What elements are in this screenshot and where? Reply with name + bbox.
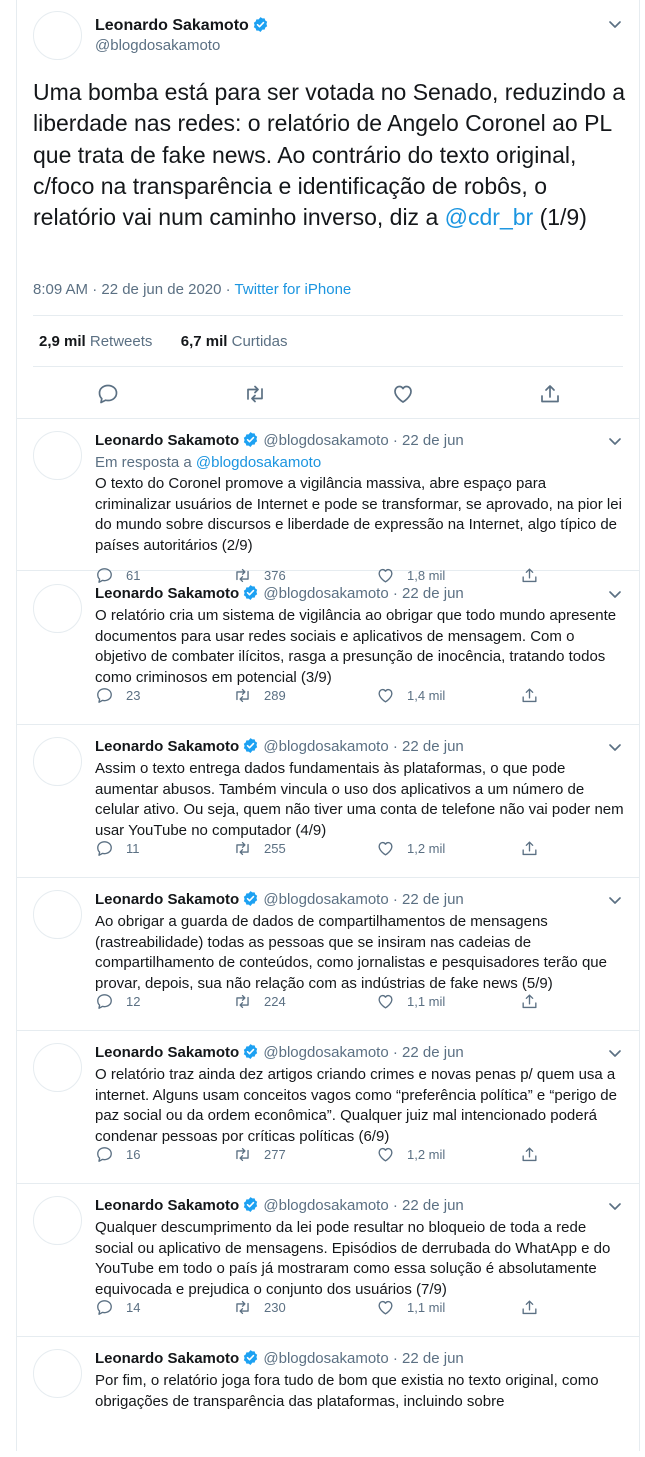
tweet-text: Assim o texto entrega dados fundamentais às plataformas, o que pode aumentar abusos. Também vincula o uso dos aplicativos a um número de celular ativo. Ou seja, quem não tiver uma conta de telefone não vai poder nem usar YouTube no computador (4/9) (95, 760, 624, 839)
reply-icon (95, 839, 114, 858)
author-name-line (95, 16, 269, 35)
reply-to-handle-link[interactable]: @blogdosakamoto (195, 454, 322, 471)
tweet-date[interactable]: 22 de jun (402, 1044, 464, 1061)
author-handle[interactable]: @blogdosakamoto (263, 891, 389, 908)
tweet-text: O relatório cria um sistema de vigilância ao obrigar que todo mundo apresente documentos para usar redes sociais e aplicativos de mensagem. Com o objetivo de combater ilícitos, rasga a presunção de inocência, tratando todos como criminosos em potencial (3/9) (95, 607, 617, 686)
share-icon (520, 1145, 539, 1164)
reply-context (95, 453, 625, 474)
retweets-stat[interactable] (39, 333, 152, 350)
retweet-icon (233, 839, 252, 858)
avatar[interactable] (33, 1043, 82, 1092)
avatar[interactable] (33, 737, 82, 786)
retweet-action[interactable] (233, 838, 286, 858)
like-action[interactable] (376, 1297, 445, 1317)
author-handle[interactable]: @blogdosakamoto (95, 37, 221, 54)
reply-icon (95, 1145, 114, 1164)
like-icon (376, 686, 395, 705)
author-name[interactable]: Leonardo Sakamoto (95, 1197, 240, 1214)
retweets-label: Retweets (89, 333, 153, 350)
author-handle[interactable]: @blogdosakamoto (263, 738, 389, 755)
share-icon (520, 1298, 539, 1317)
reply-tweet[interactable] (17, 878, 639, 1031)
reply-icon (95, 992, 114, 1011)
tweet-actions (95, 685, 625, 705)
tweet-text-suffix: (1/9) (533, 204, 587, 231)
reply-icon (95, 1298, 114, 1317)
reply-icon[interactable] (96, 382, 120, 406)
author-name[interactable]: Leonardo Sakamoto (95, 1350, 240, 1367)
verified-badge-icon (242, 1043, 259, 1060)
divider (33, 315, 623, 316)
tweet-source-link[interactable]: Twitter for iPhone (234, 281, 352, 298)
reply-action[interactable] (95, 685, 140, 705)
share-action[interactable] (520, 1297, 551, 1317)
reply-tweet[interactable] (17, 1184, 639, 1337)
reply-count: 11 (126, 840, 140, 856)
retweet-count: 376 (264, 567, 286, 583)
reply-icon (95, 686, 114, 705)
reply-action[interactable] (95, 991, 140, 1011)
like-count: 1,1 mil (407, 1299, 446, 1315)
tweet-date[interactable]: 22 de jun (402, 738, 464, 755)
tweet-date[interactable]: 22 de jun (402, 585, 464, 602)
reply-header: Leonardo Sakamoto @blogdosakamoto · 22 de jun (95, 1197, 464, 1214)
like-action[interactable] (376, 991, 445, 1011)
retweet-icon[interactable] (243, 382, 267, 406)
like-icon (376, 1145, 395, 1164)
tweet-actions (95, 838, 625, 858)
reply-header: Leonardo Sakamoto @blogdosakamoto · 22 de jun (95, 738, 464, 755)
reply-action[interactable] (95, 1144, 140, 1164)
retweet-count: 255 (264, 840, 286, 856)
author-name[interactable]: Leonardo Sakamoto (95, 1044, 240, 1061)
share-icon (520, 992, 539, 1011)
verified-badge-icon (242, 737, 259, 754)
tweet-date[interactable]: 22 de jun (402, 1350, 464, 1367)
retweet-action[interactable] (233, 991, 286, 1011)
retweet-count: 230 (264, 1299, 286, 1315)
like-action[interactable] (376, 1144, 445, 1164)
mention-link[interactable]: @cdr_br (444, 204, 534, 231)
likes-label: Curtidas (231, 333, 288, 350)
reply-context-label: Em resposta a (95, 454, 196, 471)
reply-header: Leonardo Sakamoto @blogdosakamoto · 22 de jun (95, 891, 464, 908)
reply-count: 61 (126, 567, 141, 583)
reply-count: 16 (126, 1146, 141, 1162)
share-icon (520, 686, 539, 705)
like-icon (376, 839, 395, 858)
author-handle[interactable]: @blogdosakamoto (263, 1197, 389, 1214)
likes-stat[interactable] (181, 333, 288, 350)
chevron-down-icon[interactable] (607, 1045, 623, 1061)
verified-badge-icon (242, 1196, 259, 1213)
like-icon (376, 992, 395, 1011)
tweet-timestamp[interactable]: 8:09 AM · 22 de jun de 2020 · (33, 281, 235, 298)
tweet-actions (95, 991, 625, 1011)
reply-tweet[interactable] (17, 1031, 639, 1184)
verified-badge-icon (242, 431, 259, 448)
retweet-icon (233, 686, 252, 705)
reply-action[interactable] (95, 838, 140, 858)
likes-count: 6,7 mil (180, 333, 228, 350)
timeline-column (16, 0, 640, 1451)
reply-count: 23 (126, 687, 141, 703)
author-name[interactable]: Leonardo Sakamoto (95, 738, 240, 755)
reply-tweet[interactable] (17, 419, 639, 583)
like-action[interactable] (376, 838, 445, 858)
share-action[interactable] (520, 838, 551, 858)
tweet-text: Por fim, o relatório joga fora tudo de bom que existia no texto original, como obrigações de transparência das plataformas, incluindo sobre (95, 1372, 599, 1410)
tweet-actions (95, 1297, 625, 1317)
verified-badge-icon (252, 16, 269, 33)
retweet-icon (233, 1145, 252, 1164)
like-icon (376, 1298, 395, 1317)
author-handle[interactable]: @blogdosakamoto (263, 432, 389, 449)
chevron-down-icon[interactable] (607, 1198, 623, 1214)
main-tweet (17, 0, 639, 419)
chevron-down-icon[interactable] (607, 892, 623, 908)
like-icon[interactable] (391, 382, 415, 406)
retweet-action[interactable] (233, 1297, 286, 1317)
chevron-down-icon[interactable] (607, 16, 623, 32)
divider (33, 366, 623, 367)
retweet-count: 224 (264, 993, 286, 1009)
chevron-down-icon[interactable] (607, 586, 623, 602)
tweet-text: Qualquer descumprimento da lei pode resultar no bloqueio de toda a rede social ou aplicativo de mensagens. Episódios de derrubada do WhatApp e do YouTube em todo o país já mostraram como essa solução é absolutamente equivocada e prejudica o conjunto dos usuários (7/9) (95, 1219, 611, 1298)
retweet-count: 289 (264, 687, 286, 703)
reply-tweet[interactable] (17, 1337, 639, 1457)
avatar[interactable] (33, 1349, 82, 1398)
tweet-text (33, 77, 633, 233)
reply-header: Leonardo Sakamoto @blogdosakamoto · 22 de jun (95, 585, 464, 602)
verified-badge-icon (242, 1349, 259, 1366)
author-name[interactable]: Leonardo Sakamoto (95, 891, 240, 908)
tweet-text: O texto do Coronel promove a vigilância massiva, abre espaço para criminalizar usuários de Internet e pode se transformar, se aprovado, na pior lei do mundo sobre discursos e liberdade de expressão na Internet, algo típico de países autoritários (2/9) (95, 475, 622, 554)
tweet-actions (95, 1144, 625, 1164)
retweet-action[interactable] (233, 685, 286, 705)
retweet-count: 277 (264, 1146, 286, 1162)
author-handle[interactable]: @blogdosakamoto (263, 585, 389, 602)
tweet-text: O relatório traz ainda dez artigos criando crimes e novas penas p/ quem usa a internet. Alguns usam conceitos vagos como “preferência política” e “perigo de paz social ou da ordem econômica”. Qualquer juiz mal intencionado poderá condenar pessoas por críticas políticas (6/9) (95, 1066, 617, 1145)
verified-badge-icon (242, 584, 259, 601)
author-name[interactable]: Leonardo Sakamoto (95, 17, 249, 34)
tweet-date[interactable]: 22 de jun (402, 432, 464, 449)
share-icon (520, 839, 539, 858)
retweet-icon (233, 992, 252, 1011)
tweet-text: Ao obrigar a guarda de dados de compartilhamentos de mensagens (rastreabilidade) todas as pessoas que se insiram nas cadeias de compartilhamento de conteúdos, como jornalistas e pesquisadores terão que provar, depois, sua não relação com as indústrias de fake news (5/9) (95, 913, 607, 992)
reply-header: Leonardo Sakamoto @blogdosakamoto · 22 de jun (95, 432, 464, 449)
share-icon[interactable] (538, 382, 562, 406)
retweet-action[interactable] (233, 1144, 286, 1164)
engagement-stats (39, 333, 287, 350)
verified-badge-icon (242, 890, 259, 907)
author-handle[interactable]: @blogdosakamoto (263, 1350, 389, 1367)
avatar[interactable] (33, 890, 82, 939)
share-action[interactable] (520, 1144, 551, 1164)
reply-header: Leonardo Sakamoto @blogdosakamoto · 22 de jun (95, 1350, 464, 1367)
reply-tweet[interactable] (17, 572, 639, 725)
retweets-count: 2,9 mil (39, 333, 86, 350)
tweet-text-body: Uma bomba está para ser votada no Senado, reduzindo a liberdade nas redes: o relatório de Angelo Coronel ao PL que trata de fake news. Ao contrário do texto original, c/foco na transparência e identificação de robôs, o relatório vai num caminho inverso, diz a (33, 79, 625, 231)
chevron-down-icon[interactable] (607, 433, 623, 449)
reply-action[interactable] (95, 1297, 140, 1317)
author-name[interactable]: Leonardo Sakamoto (95, 585, 240, 602)
avatar[interactable] (33, 1196, 82, 1245)
reply-tweet[interactable] (17, 725, 639, 878)
author-handle[interactable]: @blogdosakamoto (263, 1044, 389, 1061)
avatar[interactable] (33, 584, 82, 633)
share-action[interactable] (520, 991, 551, 1011)
reply-count: 12 (126, 993, 141, 1009)
like-count: 1,2 mil (407, 1146, 446, 1162)
like-action[interactable] (376, 685, 445, 705)
avatar[interactable] (33, 11, 82, 60)
reply-header: Leonardo Sakamoto @blogdosakamoto · 22 de jun (95, 1044, 464, 1061)
tweet-date[interactable]: 22 de jun (402, 1197, 464, 1214)
retweet-icon (233, 1298, 252, 1317)
like-count: 1,8 mil (407, 567, 446, 583)
like-count: 1,2 mil (407, 840, 446, 856)
like-count: 1,4 mil (407, 687, 446, 703)
chevron-down-icon[interactable] (607, 739, 623, 755)
author-name[interactable]: Leonardo Sakamoto (95, 432, 240, 449)
tweet-meta (33, 281, 351, 298)
tweet-date[interactable]: 22 de jun (402, 891, 464, 908)
avatar[interactable] (33, 431, 82, 480)
share-action[interactable] (520, 685, 551, 705)
reply-count: 14 (126, 1299, 141, 1315)
like-count: 1,1 mil (407, 993, 446, 1009)
